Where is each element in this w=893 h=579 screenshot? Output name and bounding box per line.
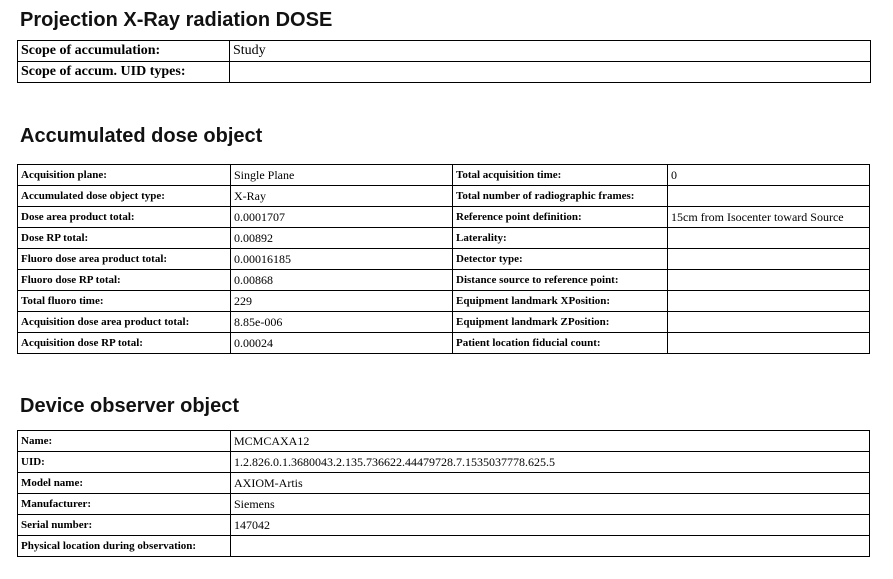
table-row: [18, 270, 870, 291]
field-value: 0.00016185: [231, 249, 453, 270]
table-row: [18, 41, 871, 62]
field-value: MCMCAXA12: [231, 431, 870, 452]
field-value: [668, 312, 870, 333]
field-label: Serial number:: [18, 515, 231, 536]
field-label: Distance source to reference point:: [453, 270, 668, 291]
field-value: AXIOM-Artis: [231, 473, 870, 494]
field-value: 229: [231, 291, 453, 312]
field-value: 147042: [231, 515, 870, 536]
field-value: 0.00868: [231, 270, 453, 291]
field-label: Patient location fiducial count:: [453, 333, 668, 354]
field-label: Fluoro dose area product total:: [18, 249, 231, 270]
scope-of-accumulation-value: Study: [230, 41, 871, 62]
field-label: Equipment landmark XPosition:: [453, 291, 668, 312]
field-label: Fluoro dose RP total:: [18, 270, 231, 291]
field-value: 1.2.826.0.1.3680043.2.135.736622.44479728.7.1535037778.625.5: [231, 452, 870, 473]
device-observer-heading: Device observer object: [20, 395, 239, 417]
field-label: Model name:: [18, 473, 231, 494]
scope-uid-types-label: Scope of accum. UID types:: [18, 62, 230, 83]
scope-table: [17, 40, 871, 83]
field-label: Equipment landmark ZPosition:: [453, 312, 668, 333]
field-label: Acquisition dose area product total:: [18, 312, 231, 333]
field-value: [668, 270, 870, 291]
field-label: Acquisition plane:: [18, 165, 231, 186]
field-value: [231, 536, 870, 557]
table-row: [18, 228, 870, 249]
field-value: [668, 291, 870, 312]
table-row: [18, 165, 870, 186]
field-label: Detector type:: [453, 249, 668, 270]
table-row: [18, 473, 870, 494]
scope-uid-types-value: [230, 62, 871, 83]
field-label: Acquisition dose RP total:: [18, 333, 231, 354]
accumulated-dose-table: [17, 164, 870, 354]
table-row: [18, 186, 870, 207]
page-title: Projection X-Ray radiation DOSE: [20, 9, 333, 31]
field-value: Siemens: [231, 494, 870, 515]
table-row: [18, 249, 870, 270]
field-label: Total number of radiographic frames:: [453, 186, 668, 207]
field-label: Name:: [18, 431, 231, 452]
field-value: 15cm from Isocenter toward Source: [668, 207, 870, 228]
field-value: [668, 333, 870, 354]
field-value: [668, 249, 870, 270]
field-value: 0.0001707: [231, 207, 453, 228]
device-observer-table: [17, 430, 870, 557]
field-label: Accumulated dose object type:: [18, 186, 231, 207]
scope-of-accumulation-label: Scope of accumulation:: [18, 41, 230, 62]
field-value: 0: [668, 165, 870, 186]
table-row: [18, 515, 870, 536]
table-row: [18, 291, 870, 312]
field-label: Total fluoro time:: [18, 291, 231, 312]
table-row: [18, 494, 870, 515]
field-label: UID:: [18, 452, 231, 473]
field-value: 0.00892: [231, 228, 453, 249]
field-label: Manufacturer:: [18, 494, 231, 515]
table-row: [18, 333, 870, 354]
field-value: 8.85e-006: [231, 312, 453, 333]
field-label: Physical location during observation:: [18, 536, 231, 557]
table-row: [18, 207, 870, 228]
field-value: 0.00024: [231, 333, 453, 354]
field-label: Dose RP total:: [18, 228, 231, 249]
table-row: [18, 431, 870, 452]
table-row: [18, 62, 871, 83]
field-label: Dose area product total:: [18, 207, 231, 228]
table-row: [18, 536, 870, 557]
field-value: [668, 228, 870, 249]
field-label: Reference point definition:: [453, 207, 668, 228]
table-row: [18, 452, 870, 473]
field-label: Laterality:: [453, 228, 668, 249]
field-value: [668, 186, 870, 207]
field-value: X-Ray: [231, 186, 453, 207]
table-row: [18, 312, 870, 333]
field-label: Total acquisition time:: [453, 165, 668, 186]
accumulated-dose-heading: Accumulated dose object: [20, 125, 263, 147]
field-value: Single Plane: [231, 165, 453, 186]
